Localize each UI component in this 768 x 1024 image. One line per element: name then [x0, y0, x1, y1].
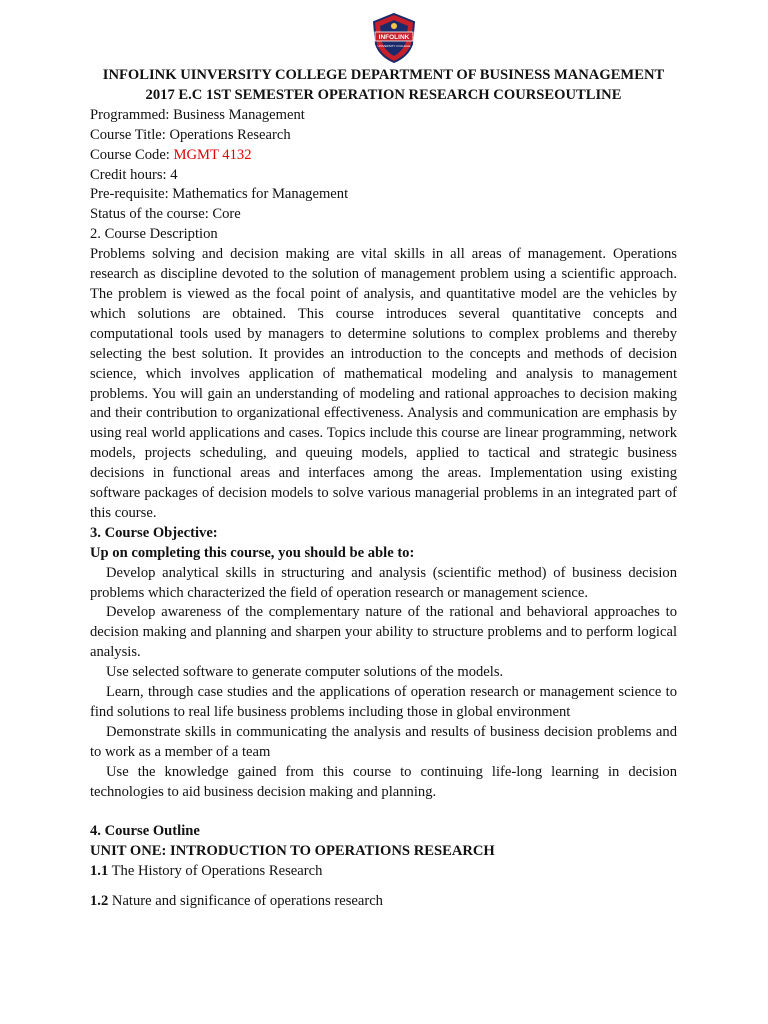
course-code-value: MGMT 4132	[173, 146, 252, 163]
objective-item: Use the knowledge gained from this course to continuing life-long learning in decision technologies to aid business decision making and planning.	[90, 763, 677, 800]
objective-item: Learn, through case studies and the applications of operation research or management science to find solutions to real life business problems including those in global environment	[90, 684, 677, 720]
section-title: Nature and significance of operations research	[108, 893, 383, 910]
objective-item: Demonstrate skills in communicating the analysis and results of business decision problems and to work as a member of a team	[90, 723, 677, 760]
objective-item: Develop awareness of the complementary nature of the rational and behavioral approaches to decision making and planning and sharpen your ability to structure problems and to perform logical analysis.	[90, 604, 677, 661]
status-line: Status of the course: Core	[90, 206, 241, 223]
outline-heading: 4. Course Outline	[90, 823, 200, 840]
section-number: 1.1	[90, 863, 109, 880]
objective-heading: 3. Course Objective:	[90, 524, 218, 541]
section-1-1	[90, 862, 677, 882]
section-1-2	[90, 892, 677, 912]
objective-item: Use selected software to generate computer solutions of the models.	[106, 664, 504, 681]
logo-text: INFOLINK	[378, 34, 410, 41]
programmed-line: Programmed: Business Management	[90, 106, 305, 123]
logo-subtext: UNIVERSITY COLLEGE	[377, 44, 411, 48]
unit-one-heading: UNIT ONE: INTRODUCTION TO OPERATIONS RESEARCH	[90, 843, 495, 860]
spacer	[90, 803, 677, 823]
prerequisite-line: Pre-requisite: Mathematics for Management	[90, 186, 349, 203]
objective-intro: Up on completing this course, you should be able to:	[90, 544, 415, 561]
description-body: Problems solving and decision making are vital skills in all areas of management. Operations research as discipline devoted to the solution of management problem using a scientific approach. The problem is viewed as the focal point of analysis, and quantitative model are the vehicles by which solutions are obtained. This course introduces several quantitative concepts and computational tools used by managers to determine solutions to complex problems and thereby selecting the best solution. It provides an introduction to the concepts and methods of decision science, which involves application of mathematical modeling and analysis to management problems. You will gain an understanding of modeling and rational approaches to decision making and their contribution to organizational effectiveness. Analysis and communication are emphasis by using real world applications and cases. Topics include this course are linear programming, network models, projects scheduling, and queuing models, applied to tactical and strategic business decisions in functional areas and interfaces among the areas. Implementation using existing software packages of decision models to solve various managerial problems in an integrated part of this course.	[90, 246, 677, 521]
description-heading: 2. Course Description	[90, 226, 218, 243]
document-body	[90, 66, 677, 912]
section-title: The History of Operations Research	[108, 863, 323, 880]
university-logo-icon	[370, 12, 418, 64]
objective-item: Develop analytical skills in structuring and analysis (scientific method) of business decision problems which characterized the field of operation research or management science.	[90, 564, 677, 601]
credit-hours-line: Credit hours: 4	[90, 166, 178, 183]
course-code-label: Course Code:	[90, 146, 174, 163]
header-line-2: 2017 E.C 1ST SEMESTER OPERATION RESEARCH COURSEOUTLINE	[145, 86, 622, 103]
course-title-line: Course Title: Operations Research	[90, 126, 291, 143]
course-code-line	[90, 146, 677, 166]
header-line-1: INFOLINK UINVERSITY COLLEGE DEPARTMENT OF BUSINESS MANAGEMENT	[102, 67, 665, 83]
section-number: 1.2	[90, 893, 109, 910]
